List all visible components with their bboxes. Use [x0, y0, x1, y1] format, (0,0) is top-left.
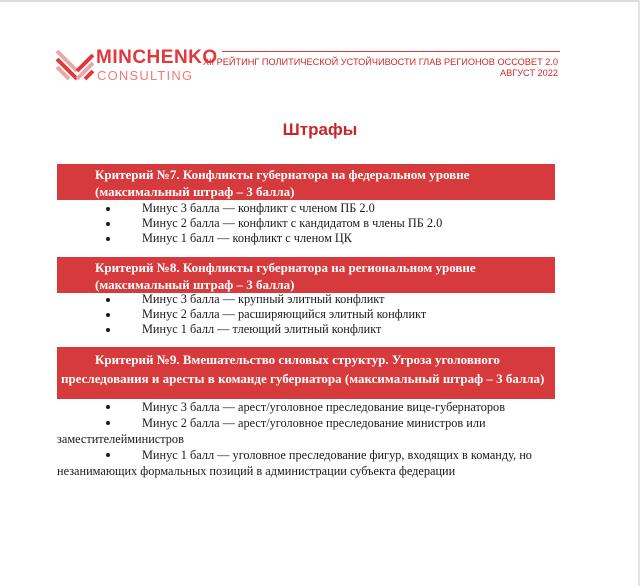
list-item: Минус 1 балл — тлеющий элитный конфликт — [57, 322, 555, 337]
criterion-subheading: (максимальный штраф – 3 балла) — [95, 184, 295, 199]
brand-subtitle: CONSULTING — [97, 68, 194, 83]
list-item: Минус 2 балла — конфликт с кандидатом в члены ПБ 2.0 — [57, 216, 555, 231]
report-date: АВГУСТ 2022 — [499, 68, 558, 78]
list-item: Минус 3 балла — крупный элитный конфликт — [57, 292, 555, 307]
brand-name: MINCHENKO — [96, 47, 218, 68]
list-item: Минус 1 балл — уголовное преследование фигур, входящих в команду, но незанимающих формальных позиций в администрации субъекта федерации — [57, 447, 555, 479]
header-rule — [222, 51, 560, 52]
list-item: Минус 1 балл — конфликт с членом ЦК — [57, 231, 555, 246]
list-item: Минус 3 балла — арест/уголовное преследование вице-губернаторов — [57, 399, 555, 415]
list-item: Минус 2 балла — арест/уголовное преследование министров или заместителейминистров — [57, 415, 555, 447]
criterion-heading: Критерий №7. Конфликты губернатора на федеральном уровне — [95, 167, 470, 182]
criterion-9-list — [57, 399, 555, 479]
criterion-9-banner — [57, 347, 555, 399]
criterion-8-list — [57, 292, 555, 337]
report-title: XII РЕЙТИНГ ПОЛИТИЧЕСКОЙ УСТОЙЧИВОСТИ ГЛАВ РЕГИОНОВ ОССОВЕТ 2.0 — [202, 57, 558, 67]
criterion-heading: Критерий №9. Вмешательство силовых структур. Угроза уголовного преследования и аресты в команде губернатора (максимальный штраф – 3 балла) — [61, 352, 545, 386]
criterion-subheading: (максимальный штраф – 3 балла) — [95, 277, 295, 292]
report-header — [203, 57, 558, 79]
criterion-8-banner — [57, 257, 555, 293]
list-item: Минус 3 балла — конфликт с членом ПБ 2.0 — [57, 201, 555, 216]
logo-mark-icon — [55, 45, 95, 85]
page-title: Штрафы — [282, 120, 358, 139]
criterion-7-list — [57, 201, 555, 246]
criterion-7-banner — [57, 164, 555, 200]
criterion-heading: Критерий №8. Конфликты губернатора на региональном уровне — [95, 260, 476, 275]
list-item: Минус 2 балла — расширяющийся элитный конфликт — [57, 307, 555, 322]
minchenko-logo — [55, 45, 218, 85]
page-top-edge — [0, 0, 640, 2]
